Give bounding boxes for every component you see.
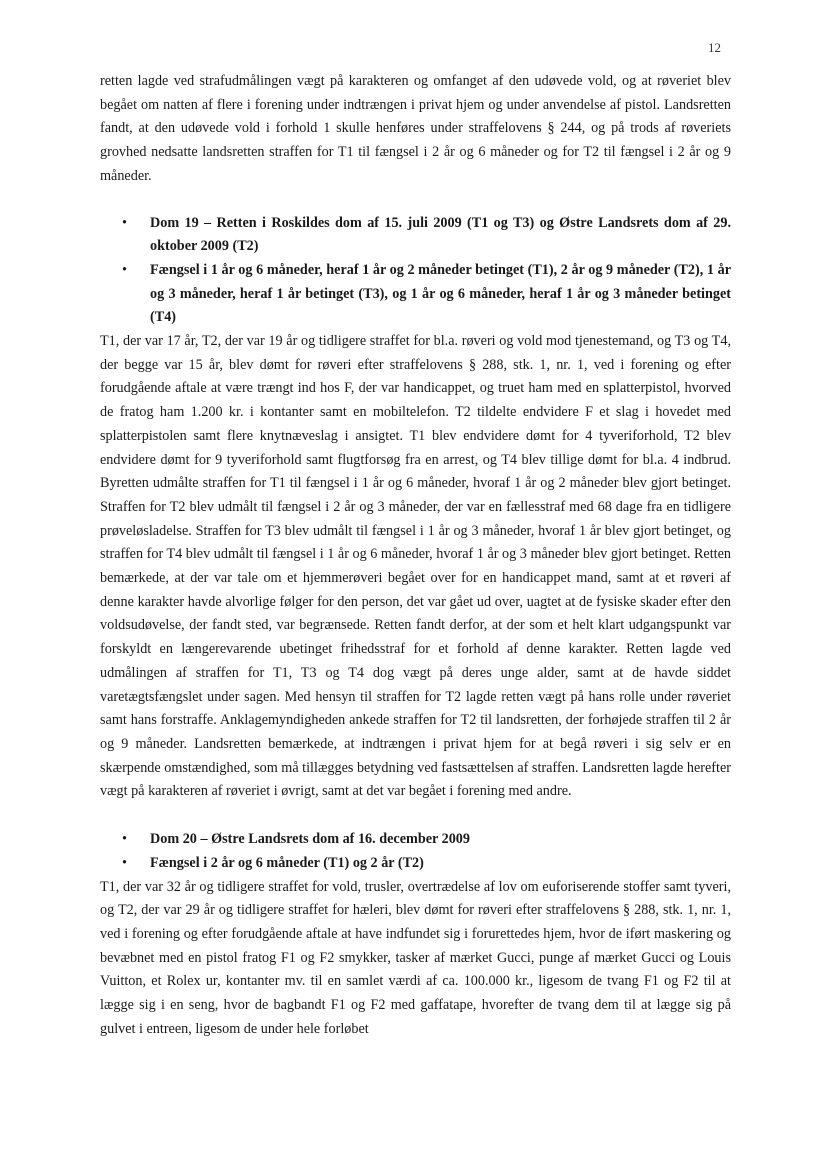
- case-dom-20-sentence: [100, 852, 731, 876]
- bullet-icon: •: [122, 214, 127, 231]
- case-dom-20-heading-text: Dom 20 – Østre Landsrets dom af 16. december 2009: [150, 831, 470, 848]
- intro-paragraph: retten lagde ved strafudmålingen vægt på karakteren og omfanget af den udøvede vold, og at røveriet blev begået om natten af flere i forening under indtrængen i privat hjem og under anvendelse af pistol. Landsretten fandt, at den udøvede vold i forhold 1 skulle henføres under straffelovens § 244, og på trods af røveriets grovhed nedsatte landsretten straffen for T1 til fængsel i 2 år og 6 måneder og for T2 til fængsel i 2 år og 9 måneder.: [100, 73, 731, 184]
- case-dom-19-sentence: [100, 259, 731, 330]
- case-dom-20-body: T1, der var 32 år og tidligere straffet for vold, trusler, overtrædelse af lov om euforiserende stoffer samt tyveri, og T2, der var 29 år og tidligere straffet for hæleri, blev dømt for røveri efter straffelovens § 288, stk. 1, nr. 1, ved i forening og efter forudgående aftale at have indfundet sig i forurettedes hjem, hvor de iført maskering og bevæbnet med en pistol fratog F1 og F2 smykker, tasker af mærket Gucci, punge af mærket Gucci og Louis Vuitton, et Rolex ur, kontanter mv. til en samlet værdi af ca. 100.000 kr., ligesom de tvang F1 og F2 til at lægge sig i en seng, hvor de bagbandt F1 og F2 med gaffatape, hvorefter de tvang dem til at lægge sig på gulvet i entreen, ligesom de under hele forløbet: [100, 878, 731, 1037]
- case-dom-19-sentence-text: Fængsel i 1 år og 6 måneder, heraf 1 år og 2 måneder betinget (T1), 2 år og 9 måneder (T2), 1 år og 3 måneder, heraf 1 år betinget (T3), og 1 år og 6 måneder, heraf 1 år og 3 måneder betinget (T4): [150, 261, 731, 326]
- case-dom-19-heading-text: Dom 19 – Retten i Roskildes dom af 15. juli 2009 (T1 og T3) og Østre Landsrets dom af 29. oktober 2009 (T2): [150, 214, 731, 255]
- case-dom-20-bullets: [100, 828, 731, 875]
- case-dom-20-sentence-text: Fængsel i 2 år og 6 måneder (T1) og 2 år (T2): [150, 854, 424, 871]
- case-dom-20: [100, 828, 731, 1041]
- document-body: [100, 70, 731, 1041]
- case-dom-19-bullets: [100, 212, 731, 331]
- bullet-icon: •: [122, 831, 127, 848]
- page-number: 12: [708, 40, 721, 55]
- case-dom-19-heading: [100, 212, 731, 259]
- case-dom-20-heading: [100, 828, 731, 852]
- bullet-icon: •: [122, 854, 127, 871]
- bullet-icon: •: [122, 261, 127, 278]
- case-dom-19: [100, 212, 731, 805]
- case-dom-19-body: T1, der var 17 år, T2, der var 19 år og tidligere straffet for bl.a. røveri og vold mod tjenestemand, og T3 og T4, der begge var 15 år, blev dømt for røveri efter straffelovens § 288, stk. 1, nr. 1, ved i forening og efter forudgående aftale at være trængt ind hos F, der var handicappet, og truet ham med en splatterpistol, hvorved de fratog ham 1.200 kr. i kontanter samt en mobiltelefon. T2 tildelte endvidere F et slag i hovedet med splatterpistolen samt flere knytnæveslag i ansigtet. T1 blev endvidere dømt for 4 tyveriforhold, T2 blev endvidere dømt for 9 tyveriforhold samt flugtforsøg fra en arrest, og T4 blev tillige dømt for bl.a. 4 indbrud. Byretten udmålte straffen for T1 til fængsel i 1 år og 6 måneder, hvoraf 1 år og 2 måneder blev gjort betinget. Straffen for T2 blev udmålt til fængsel i 2 år og 3 måneder, der var en fællesstraf med 68 dage fra en tidligere prøveløsladelse. Straffen for T3 blev udmålt til fængsel i 1 år og 3 måneder, hvoraf 1 år blev gjort betinget, og straffen for T4 blev udmålt til fængsel i 1 år og 6 måneder, hvoraf 1 år og 3 måneder blev gjort betinget. Retten bemærkede, at der var tale om et hjemmerøveri begået over for en handicappet mand, samt at et røveri af denne karakter havde alvorlige følger for den person, det var gået ud over, uagtet at de fysiske skader efter den voldsudøvelse, der fandt sted, var begrænsede. Retten fandt derfor, at der som et helt klart udgangspunkt var forskyldt en længerevarende ubetinget frihedsstraf for et forhold af denne karakter. Retten lagde ved udmålingen af straffen for T1, T3 og T4 dog vægt på deres unge alder, samt at de havde siddet varetægtsfængslet under sagen. Med hensyn til straffen for T2 lagde retten vægt på hans rolle under røveriet samt hans forstraffe. Anklagemyndigheden ankede straffen for T2 til landsretten, der forhøjede straffen til 2 år og 9 måneder. Landsretten bemærkede, at indtrængen i privat hjem for at begå røveri i sig selv er en skærpende omstændighed, som må tillægges betydning ved fastsættelsen af straffen. Landsretten lagde herefter vægt på karakteren af røveriet i øvrigt, samt at det var begået i forening med andre.: [100, 333, 731, 800]
